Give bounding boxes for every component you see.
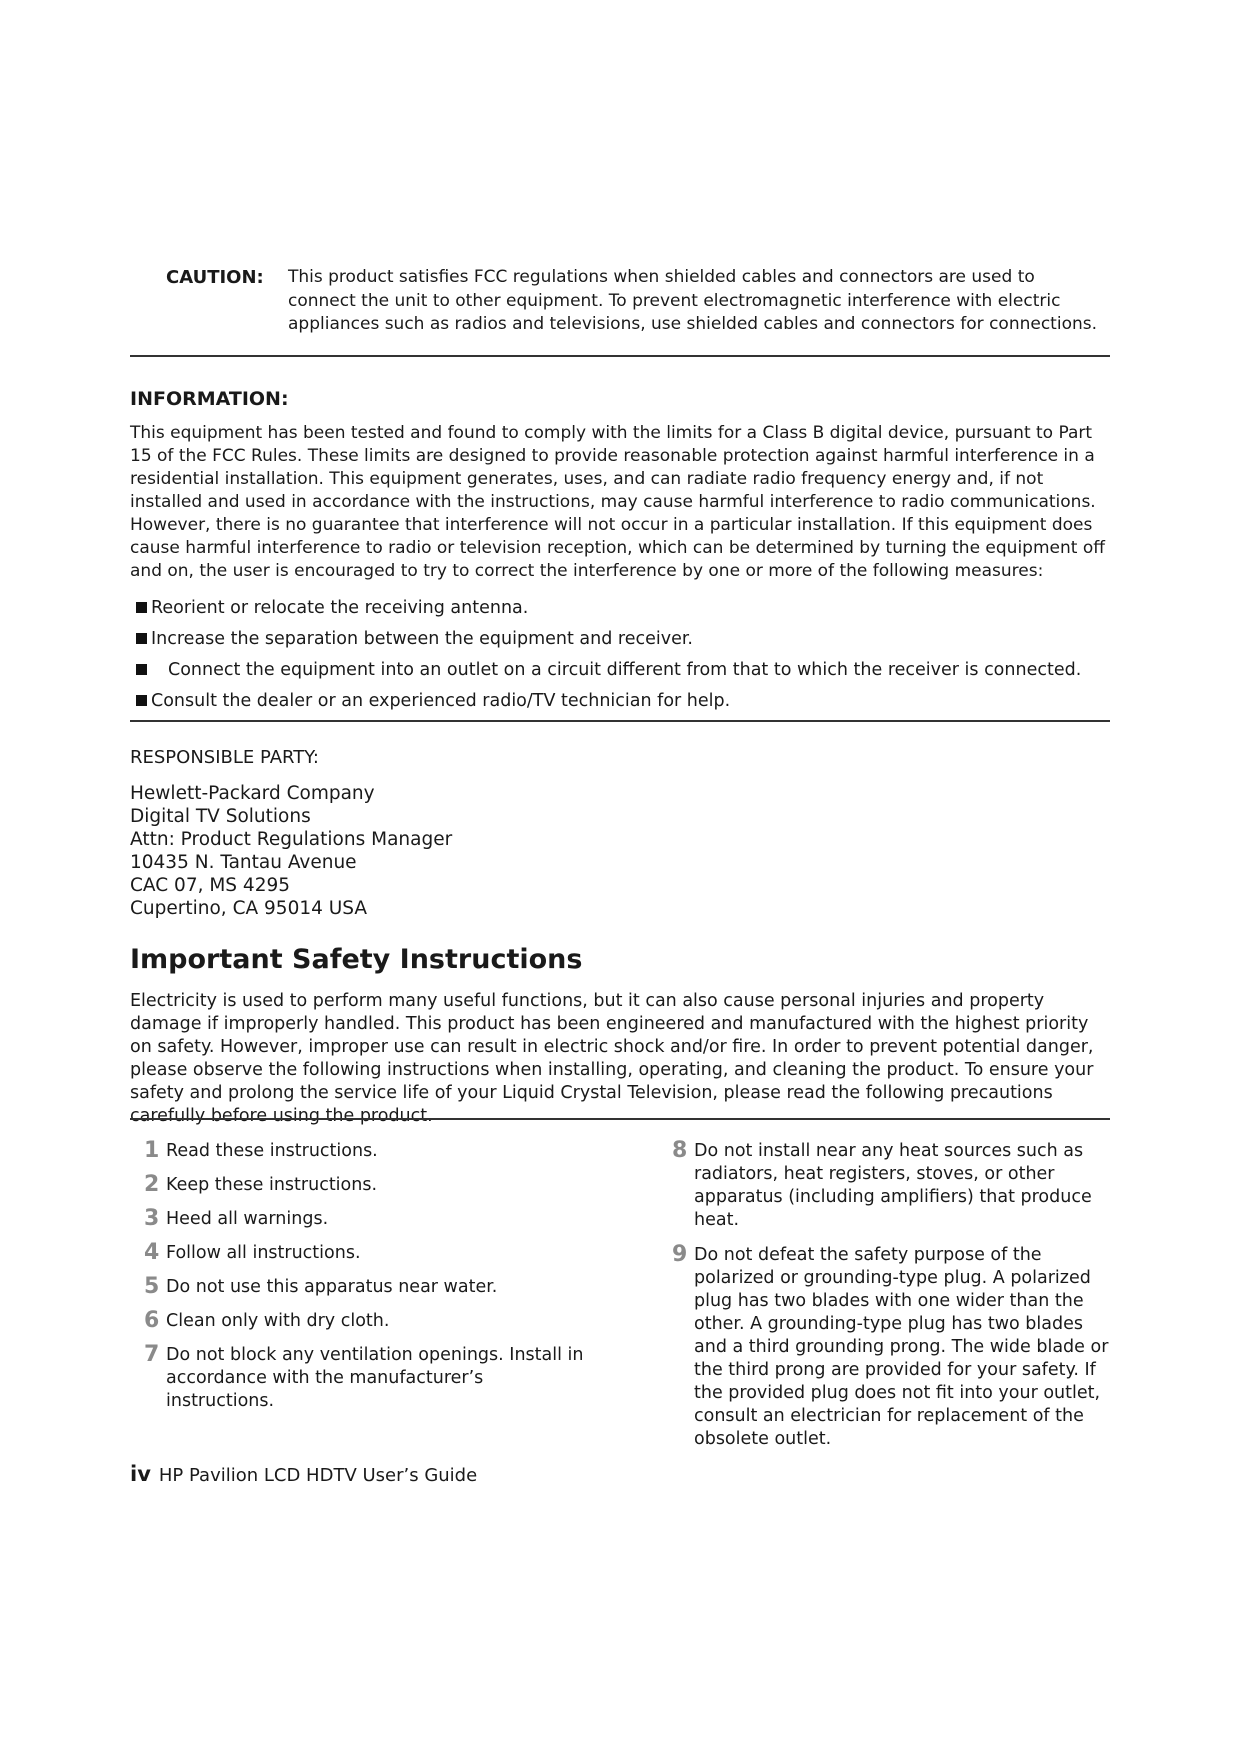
caution-block xyxy=(166,266,1106,337)
page-footer xyxy=(130,1462,477,1486)
list-item: Increase the separation between the equipment and receiver. xyxy=(136,627,1081,658)
instruction-number: 8 xyxy=(672,1138,688,1163)
instruction-number: 4 xyxy=(144,1240,160,1265)
instruction-number: 5 xyxy=(144,1274,160,1299)
square-bullet-icon xyxy=(136,633,147,644)
divider xyxy=(130,720,1110,722)
list-item: Connect the equipment into an outlet on a circuit different from that to which the receiver is connected. xyxy=(136,658,1081,689)
instruction-number: 9 xyxy=(672,1242,688,1267)
divider xyxy=(130,1118,1110,1120)
instruction-item xyxy=(672,1140,1112,1232)
instruction-item xyxy=(144,1276,584,1299)
list-item: Reorient or relocate the receiving antenna. xyxy=(136,596,1081,627)
instruction-number: 6 xyxy=(144,1308,160,1333)
instruction-text: Do not install near any heat sources such as radiators, heat registers, stoves, or other apparatus (including amplifiers) that produce heat. xyxy=(694,1141,1092,1230)
instruction-number: 3 xyxy=(144,1206,160,1231)
instructions-left-column xyxy=(144,1140,584,1424)
instruction-item xyxy=(144,1344,584,1413)
square-bullet-icon xyxy=(136,664,147,675)
instruction-text: Heed all warnings. xyxy=(166,1209,329,1229)
responsible-party-heading: RESPONSIBLE PARTY: xyxy=(130,747,319,768)
square-bullet-icon xyxy=(136,695,147,706)
address-line: 10435 N. Tantau Avenue xyxy=(130,852,357,873)
instruction-item xyxy=(144,1242,584,1265)
guide-title: HP Pavilion LCD HDTV User’s Guide xyxy=(158,1465,478,1486)
information-body: This equipment has been tested and found to comply with the limits for a Class B digital device, pursuant to Part 15 of the FCC Rules. These limits are designed to provide reasonable protection against harmful interference in a residential installation. This equipment generates, uses, and can radiate radio frequency energy and, if not installed and used in accordance with the instructions, may cause harmful interference to radio communications. However, there is no guarantee that interference will not occur in a particular installation. If this equipment does cause harmful interference to radio or television reception, which can be determined by turning the equipment off and on, the user is encouraged to try to correct the interference by one or more of the following measures: xyxy=(130,423,1105,581)
instruction-text: Do not use this apparatus near water. xyxy=(166,1277,498,1297)
instructions-right-column xyxy=(672,1140,1112,1463)
page-number: iv xyxy=(130,1462,151,1486)
instruction-number: 2 xyxy=(144,1172,160,1197)
safety-title: Important Safety Instructions xyxy=(130,944,583,975)
caution-label: CAUTION: xyxy=(166,267,264,288)
address-line: CAC 07, MS 4295 xyxy=(130,875,291,896)
instruction-item xyxy=(144,1310,584,1333)
address-line: Hewlett-Packard Company xyxy=(130,783,375,804)
responsible-party-address xyxy=(130,782,452,920)
address-line: Attn: Product Regulations Manager xyxy=(130,829,453,850)
instruction-number: 1 xyxy=(144,1138,160,1163)
square-bullet-icon xyxy=(136,602,147,613)
instruction-text: Clean only with dry cloth. xyxy=(166,1311,390,1331)
instruction-text: Follow all instructions. xyxy=(166,1243,361,1263)
address-line: Digital TV Solutions xyxy=(130,806,311,827)
measures-list xyxy=(136,596,1081,720)
instruction-text: Read these instructions. xyxy=(166,1141,378,1161)
divider xyxy=(130,355,1110,357)
safety-intro: Electricity is used to perform many useful functions, but it can also cause personal injuries and property damage if improperly handled. This product has been engineered and manufactured with the highest priority on safety. However, improper use can result in electric shock and/or fire. In order to prevent potential danger, please observe the following instructions when installing, operating, and cleaning the product. To ensure your safety and prolong the service life of your Liquid Crystal Television, please read the following precautions carefully before using the product. xyxy=(130,991,1094,1126)
information-heading: INFORMATION: xyxy=(130,388,289,410)
instruction-text: Do not block any ventilation openings. Install in accordance with the manufacturer’s instructions. xyxy=(166,1345,584,1411)
list-item: Consult the dealer or an experienced radio/TV technician for help. xyxy=(136,689,1081,720)
instruction-text: Keep these instructions. xyxy=(166,1175,378,1195)
instruction-item xyxy=(144,1208,584,1231)
instruction-text: Do not defeat the safety purpose of the polarized or grounding-type plug. A polarized plug has two blades with one wider than the other. A grounding-type plug has two blades and a third grounding prong. The wide blade or the third prong are provided for your safety. If the provided plug does not fit into your outlet, consult an electrician for replacement of the obsolete outlet. xyxy=(694,1245,1109,1449)
instruction-item xyxy=(144,1174,584,1197)
caution-text: This product satisfies FCC regulations when shielded cables and connectors are used to connect the unit to other equipment. To prevent electromagnetic interference with electric appliances such as radios and televisions, use shielded cables and connectors for connections. xyxy=(288,267,1098,334)
instruction-item xyxy=(144,1140,584,1163)
address-line: Cupertino, CA 95014 USA xyxy=(130,898,368,919)
instruction-number: 7 xyxy=(144,1342,160,1367)
instruction-item xyxy=(672,1244,1112,1451)
